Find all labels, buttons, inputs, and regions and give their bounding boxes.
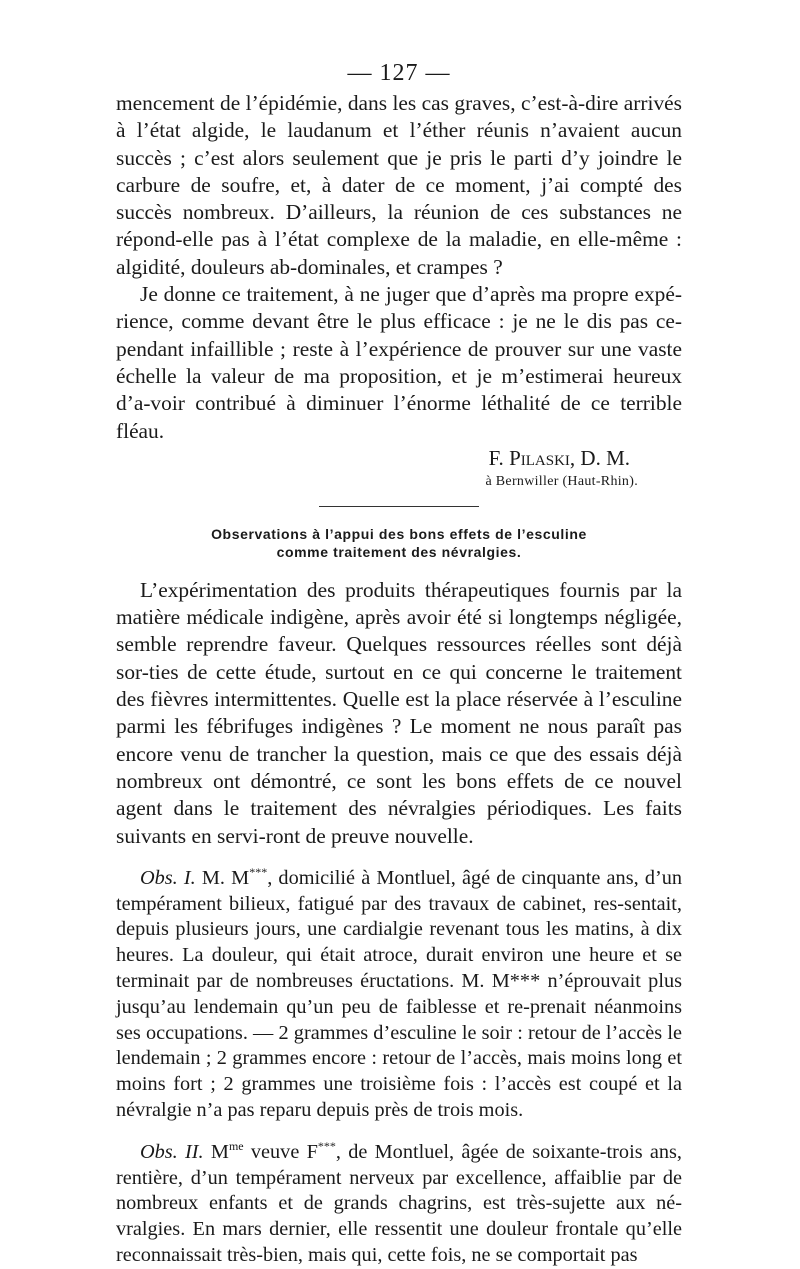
observation-1 xyxy=(116,866,682,1124)
intro-paragraph-2: Je donne ce traitement, à ne juger que d’après ma propre expé-rience, comme devant être le plus efficace : je ne le dis pas ce-pendant infaillible ; reste à l’expérience de prouver sur une vaste échelle la valeur de ma proposition, et je m’estimerai heureux d’a-voir contribué à diminuer l’énorme léthalité de ce terrible fléau. xyxy=(116,282,682,443)
observation-1-label: Obs. I. xyxy=(140,866,196,889)
observation-2-name: veuve F xyxy=(243,1140,318,1163)
observation-2 xyxy=(116,1140,682,1269)
signature-initial: F. xyxy=(488,445,510,470)
observation-2-text: , de Montluel, âgée de soixante-trois ans, rentière, d’un tempérament nerveux par excellence, affaiblie par de nombreux enfants et de grands chagrins, est très-sujette aux né-vralgies. En mars dernier, elle ressentit une douleur frontale qu’elle reconnaissait très-bien, mais qui, cette fois, ne se comportait pas xyxy=(116,1140,682,1266)
observation-2-label: Obs. II. xyxy=(140,1140,204,1163)
page-number: — 127 — xyxy=(347,60,451,86)
observation-1-text: , domicilié à Montluel, âgé de cinquante ans, d’un tempérament bilieux, fatigué par des travaux de cabinet, res-sentait, depuis plusieurs jours, une cardialgie revenant tous les matins, à dix heures. La douleur, qui était atroce, durait environ une heure et se terminait par de nombreuses éructations. M. M*** n’éprouvait plus jusqu’au lendemain qu’un peu de faiblesse et re-prenait néanmoins ses occupations. — 2 grammes d’esculine le soir : retour de l’accès le lendemain ; 2 grammes encore : retour de l’accès, mais moins long et moins fort ; 2 grammes une troisième fois : l’accès est coupé et la névralgie n’a pas reparu depuis près de trois mois. xyxy=(116,866,682,1121)
intro-paragraph-1: mencement de l’épidémie, dans les cas graves, c’est-à-dire arrivés à l’état algide, le laudanum et l’éther réunis n’avaient aucun succès ; c’est alors seulement que je pris le parti d’y joindre le carbure de soufre, et, à dater de ce moment, j’ai compté des succès nombreux. D’ailleurs, la réunion de ces substances ne répond-elle pas à l’état complexe de la maladie, en elle-même : algidité, douleurs ab-dominales, et crampes ? xyxy=(116,91,682,279)
signature-degree: , D. M. xyxy=(569,445,630,470)
observation-1-stars: *** xyxy=(249,865,268,880)
observation-2-stars: *** xyxy=(317,1139,336,1154)
section-divider xyxy=(319,506,479,507)
author-signature xyxy=(116,445,630,472)
observation-1-lead: M. M xyxy=(195,866,250,889)
author-location: à Bernwiller (Haut-Rhin). xyxy=(485,473,638,489)
observation-2-title-sup: me xyxy=(228,1139,244,1154)
observation-2-lead: M xyxy=(203,1140,229,1163)
section-heading-line-2: comme traitement des névralgies. xyxy=(276,543,522,560)
signature-surname: Pilaski xyxy=(509,445,570,470)
book-page xyxy=(116,58,682,1269)
section-heading-line-1: Observations à l’appui des bons effets de l’esculine xyxy=(211,525,587,542)
section-heading xyxy=(116,525,682,561)
section-intro-paragraph: L’expérimentation des produits thérapeutiques fournis par la matière médicale indigène, après avoir été si longtemps négligée, semble reprendre faveur. Quelques ressources réelles sont déjà sor-ties de cette étude, surtout en ce qui concerne le traitement des fièvres intermittentes. Quelle est la place réservée à l’esculine parmi les fébrifuges indigènes ? Le moment ne nous paraît pas encore venu de trancher la question, mais ce que des essais déjà nombreux ont démontré, ce sont les bons effets de ce nouvel agent dans le traitement des névralgies périodiques. Les faits suivants en servi-ront de preuve nouvelle. xyxy=(116,577,682,848)
